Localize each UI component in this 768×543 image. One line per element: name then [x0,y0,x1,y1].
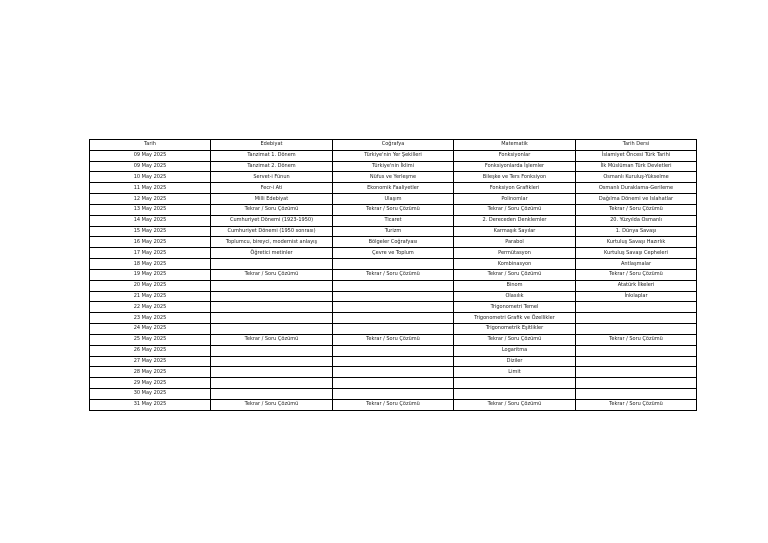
cell-mathematics: Fonksiyon Grafikleri [454,183,576,194]
cell-mathematics: Fonksiyonlarda İşlemler [454,161,576,172]
cell-date: 20 May 2025 [90,280,211,291]
study-schedule-table [89,139,697,411]
table-row [90,378,697,389]
cell-date: 09 May 2025 [90,150,211,161]
cell-geography: Ticaret [333,215,454,226]
cell-mathematics [454,389,576,400]
cell-date: 17 May 2025 [90,248,211,259]
cell-mathematics: Olasılık [454,291,576,302]
cell-history [576,356,697,367]
cell-history: Osmanlı Duraklama-Gerileme [576,183,697,194]
cell-literature [211,356,333,367]
cell-date: 15 May 2025 [90,226,211,237]
cell-geography: Ekonomik Faaliyetler [333,183,454,194]
cell-date: 23 May 2025 [90,313,211,324]
cell-history [576,324,697,335]
cell-history: Tekrar / Soru Çözümü [576,269,697,280]
cell-date: 19 May 2025 [90,269,211,280]
header-row [90,140,697,151]
cell-geography: Tekrar / Soru Çözümü [333,334,454,345]
cell-mathematics: Limit [454,367,576,378]
cell-mathematics: Permütasyon [454,248,576,259]
table-row [90,399,697,410]
cell-date: 10 May 2025 [90,172,211,183]
cell-literature [211,259,333,270]
cell-literature: Toplumcu, bireyci, modernist anlayış [211,237,333,248]
table-row [90,237,697,248]
cell-literature: Servet-i Fünun [211,172,333,183]
cell-date: 26 May 2025 [90,345,211,356]
cell-history [576,389,697,400]
cell-geography [333,259,454,270]
cell-geography [333,367,454,378]
table-row [90,172,697,183]
cell-history: Tekrar / Soru Çözümü [576,204,697,215]
cell-geography: Tekrar / Soru Çözümü [333,399,454,410]
cell-date: 27 May 2025 [90,356,211,367]
cell-history [576,367,697,378]
cell-geography [333,302,454,313]
table-row [90,248,697,259]
table-row [90,150,697,161]
cell-literature [211,302,333,313]
header-mathematics: Matematik [454,140,576,151]
cell-history: Kurtuluş Savaşı Hazırlık [576,237,697,248]
table-row [90,313,697,324]
cell-mathematics: Fonksiyonlar [454,150,576,161]
cell-mathematics: Tekrar / Soru Çözümü [454,204,576,215]
cell-literature [211,313,333,324]
cell-literature: Tekrar / Soru Çözümü [211,269,333,280]
table-header [90,140,697,151]
cell-history [576,378,697,389]
cell-geography: Tekrar / Soru Çözümü [333,204,454,215]
table-row [90,215,697,226]
cell-mathematics: Polinomlar [454,194,576,205]
cell-mathematics: Karmaşık Sayılar [454,226,576,237]
cell-geography [333,378,454,389]
cell-history [576,302,697,313]
cell-literature [211,291,333,302]
cell-mathematics: Logaritma [454,345,576,356]
cell-history: 1. Dünya Savaşı [576,226,697,237]
cell-date: 29 May 2025 [90,378,211,389]
cell-history: Kurtuluş Savaşı Cepheleri [576,248,697,259]
cell-literature: Öğretici metinler [211,248,333,259]
table-row [90,389,697,400]
cell-mathematics: Binom [454,280,576,291]
table-row [90,334,697,345]
cell-literature: Tekrar / Soru Çözümü [211,399,333,410]
cell-history [576,313,697,324]
cell-history: Osmanlı Kuruluş-Yükselme [576,172,697,183]
table-row [90,356,697,367]
cell-literature: Tekrar / Soru Çözümü [211,334,333,345]
cell-geography: Tekrar / Soru Çözümü [333,269,454,280]
cell-geography [333,345,454,356]
table-row [90,269,697,280]
cell-geography [333,324,454,335]
cell-history: Tekrar / Soru Çözümü [576,334,697,345]
table-body [90,150,697,410]
cell-literature: Cumhuriyet Dönemi (1923-1950) [211,215,333,226]
cell-mathematics: Trigonometrik Eşitlikler [454,324,576,335]
cell-literature [211,280,333,291]
cell-mathematics [454,378,576,389]
cell-history: Tekrar / Soru Çözümü [576,399,697,410]
cell-literature [211,367,333,378]
cell-date: 14 May 2025 [90,215,211,226]
cell-geography: Bölgeler Coğrafyası [333,237,454,248]
cell-literature: Cumhuriyet Dönemi (1950 sonrası) [211,226,333,237]
table-row [90,302,697,313]
cell-geography [333,291,454,302]
cell-literature [211,324,333,335]
cell-literature: Tekrar / Soru Çözümü [211,204,333,215]
cell-history: İslamiyet Öncesi Türk Tarihi [576,150,697,161]
cell-date: 12 May 2025 [90,194,211,205]
table-row [90,183,697,194]
cell-geography [333,280,454,291]
cell-mathematics: Tekrar / Soru Çözümü [454,269,576,280]
cell-mathematics: Bileşke ve Ters Fonksiyon [454,172,576,183]
cell-literature: Tanzimat 2. Dönem [211,161,333,172]
cell-date: 28 May 2025 [90,367,211,378]
cell-date: 22 May 2025 [90,302,211,313]
cell-history: İnkılaplar [576,291,697,302]
header-literature: Edebiyat [211,140,333,151]
cell-geography: Türkiye'nin Yer Şekilleri [333,150,454,161]
cell-geography: Ulaşım [333,194,454,205]
cell-geography: Nüfus ve Yerleşme [333,172,454,183]
table-row [90,367,697,378]
cell-geography [333,389,454,400]
table-row [90,204,697,215]
cell-mathematics: Kombinasyon [454,259,576,270]
cell-date: 30 May 2025 [90,389,211,400]
cell-literature: Tanzimat 1. Dönem [211,150,333,161]
cell-date: 11 May 2025 [90,183,211,194]
header-geography: Coğrafya [333,140,454,151]
table-row [90,194,697,205]
cell-history [576,345,697,356]
cell-date: 24 May 2025 [90,324,211,335]
cell-literature: Fecr-i Ati [211,183,333,194]
cell-mathematics: Tekrar / Soru Çözümü [454,334,576,345]
cell-date: 16 May 2025 [90,237,211,248]
cell-mathematics: Trigonometri Grafik ve Özellikler [454,313,576,324]
cell-date: 09 May 2025 [90,161,211,172]
cell-geography: Türkiye'nin İklimi [333,161,454,172]
cell-date: 21 May 2025 [90,291,211,302]
cell-date: 25 May 2025 [90,334,211,345]
cell-literature [211,389,333,400]
table-row [90,259,697,270]
cell-literature: Milli Edebiyat [211,194,333,205]
cell-date: 31 May 2025 [90,399,211,410]
cell-history: Atatürk İlkeleri [576,280,697,291]
cell-literature [211,345,333,356]
header-date: Tarih [90,140,211,151]
cell-geography [333,313,454,324]
table-row [90,291,697,302]
cell-mathematics: Trigonometri Temel [454,302,576,313]
cell-geography: Çevre ve Toplum [333,248,454,259]
cell-mathematics: Parabol [454,237,576,248]
cell-mathematics: Diziler [454,356,576,367]
cell-mathematics: 2. Dereceden Denklemler [454,215,576,226]
cell-history: Dağılma Dönemi ve Islahatlar [576,194,697,205]
header-history: Tarih Dersi [576,140,697,151]
cell-mathematics: Tekrar / Soru Çözümü [454,399,576,410]
cell-date: 18 May 2025 [90,259,211,270]
cell-geography [333,356,454,367]
table-row [90,161,697,172]
table-row [90,280,697,291]
cell-history: İlk Müslüman Türk Devletleri [576,161,697,172]
table-row [90,226,697,237]
table-row [90,324,697,335]
cell-date: 13 May 2025 [90,204,211,215]
cell-history: 20. Yüzyılda Osmanlı [576,215,697,226]
cell-literature [211,378,333,389]
cell-geography: Turizm [333,226,454,237]
table-row [90,345,697,356]
cell-history: Antlaşmalar [576,259,697,270]
